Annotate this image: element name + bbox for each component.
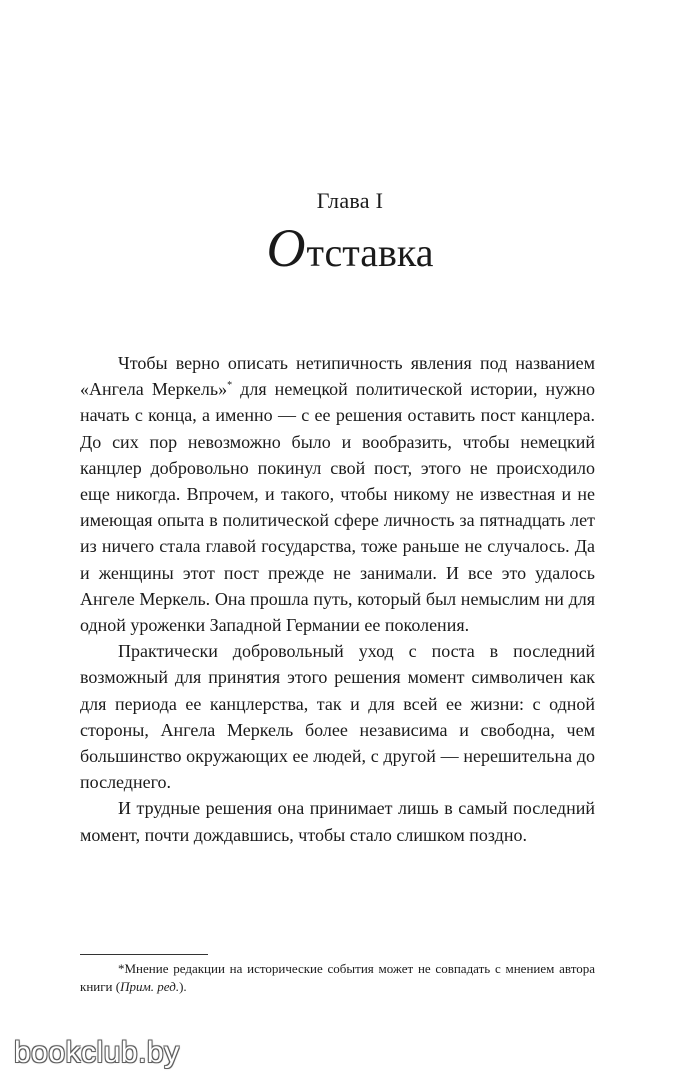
chapter-title-rest: тставка xyxy=(306,230,434,275)
chapter-title xyxy=(0,218,700,279)
chapter-title-initial: О xyxy=(266,218,306,278)
chapter-label: Глава I xyxy=(316,188,384,213)
footnote-marker: * xyxy=(227,380,233,392)
footnote-emphasis: Прим. ред. xyxy=(120,979,180,994)
footnote xyxy=(80,960,595,996)
footnote-divider xyxy=(80,954,208,955)
paragraph-1 xyxy=(80,350,595,638)
watermark-logo: bookclub.by xyxy=(14,1036,180,1069)
paragraph-3: И трудные решения она принимает лишь в самый последний момент, почти дождавшись, чтобы стало слишком поздно. xyxy=(80,798,595,845)
chapter-body xyxy=(80,350,595,848)
paragraph-2: Практически добровольный уход с поста в последний возможный для принятия этого решения момент символичен как для периода ее канцлерства, так и для всей ее жизни: с одной стороны, Ангела Меркель более независима и свободна, чем большинство окружающих ее людей, с другой — нерешительна до последнего. xyxy=(80,641,595,793)
footnote-end: ). xyxy=(179,979,187,994)
paragraph-1-start: Чтобы верно описать нетипичность явления под названием «Ангела Меркель» xyxy=(80,353,595,400)
paragraph-1-rest: для немецкой политической истории, нужно начать с конца, а именно — с ее решения оставить пост канцлера. До сих пор невозможно было и вообразить, чтобы немецкий канцлер добровольно покинул свой пост, этого не происходило еще никогда. Впрочем, и такого, чтобы никому не известная и не имеющая опыта в политической сфере личность за пятнадцать лет из ничего стала главой государства, тоже раньше не случалось. Да и женщины этот пост прежде не занимали. И все это удалось Ангеле Меркель. Она прошла путь, который был немыслим ни для одной уроженки Западной Германии ее поколения. xyxy=(80,379,595,636)
footnote-text: *Мнение редакции на исторические события может не совпадать с мнением автора книги ( xyxy=(80,961,595,994)
